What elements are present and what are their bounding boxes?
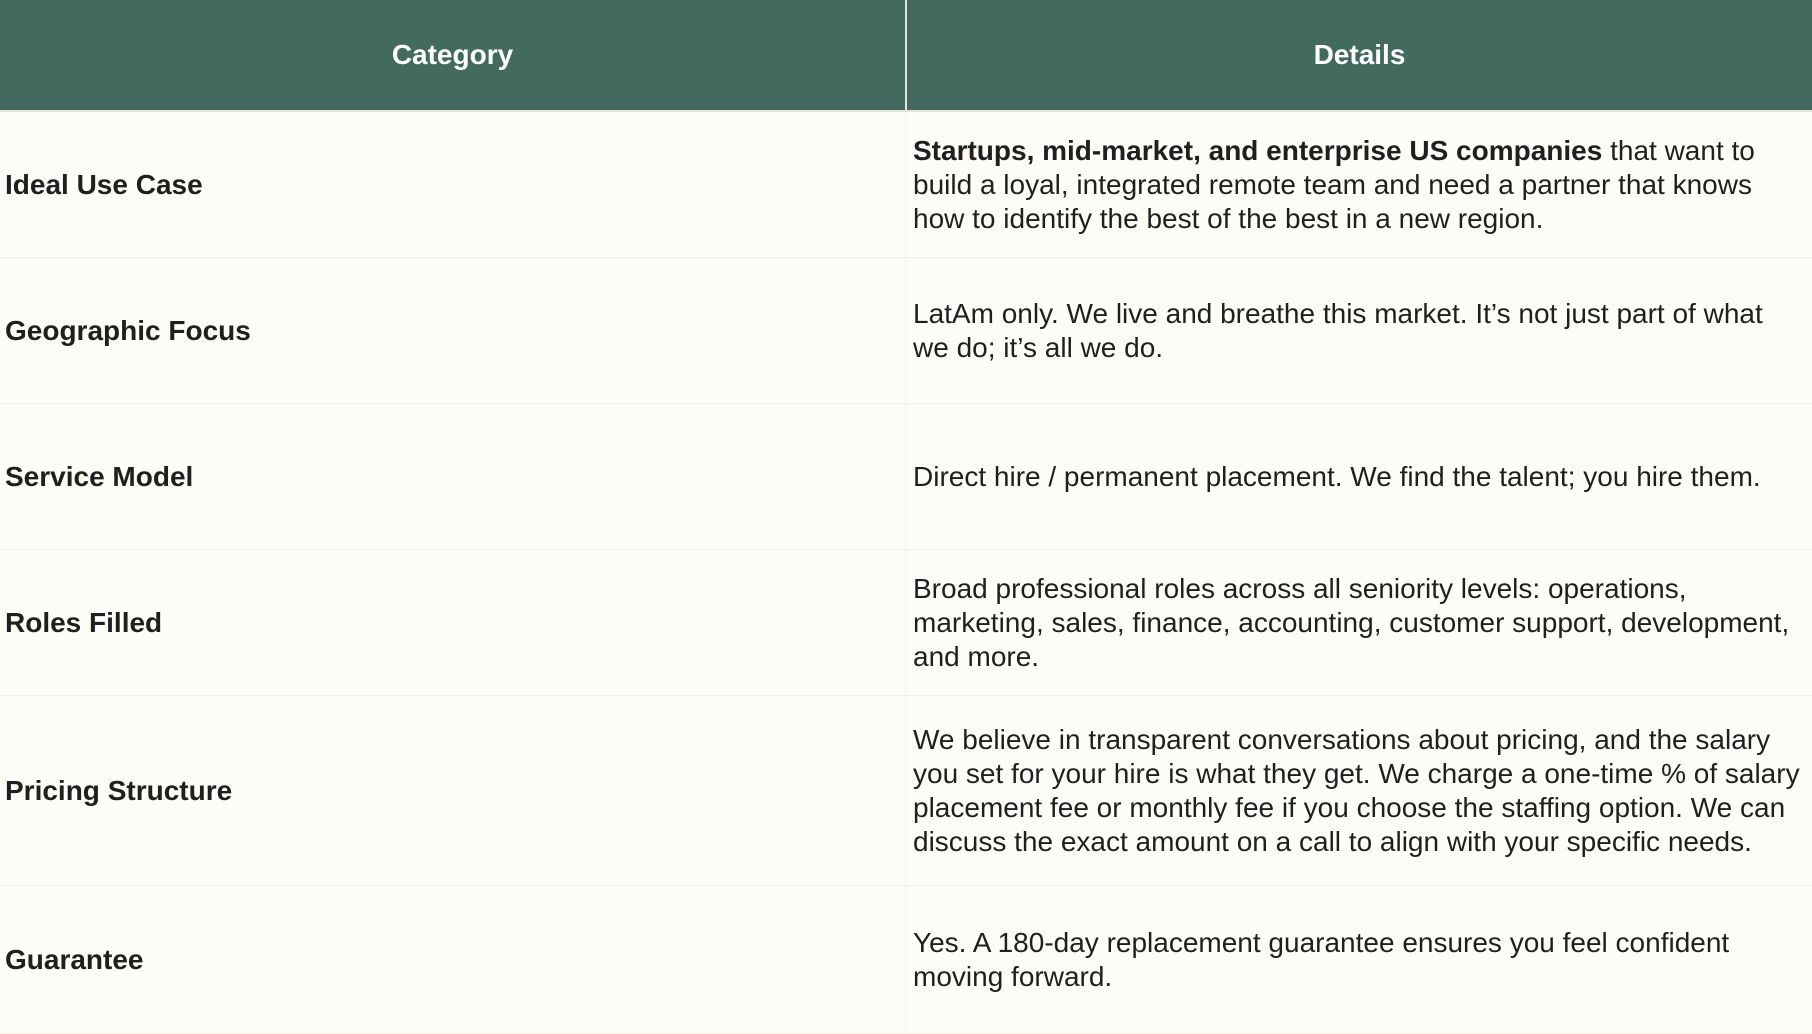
row-details-text: Yes. A 180-day replacement guarantee ensures you feel confident moving forward.: [913, 926, 1730, 992]
row-details: [907, 258, 1812, 403]
row-category: Guarantee: [0, 886, 907, 1033]
row-details-text: Broad professional roles across all seniority levels: operations, marketing, sales, finance, accounting, customer support, development, and more.: [913, 572, 1790, 672]
category-column-header: Category: [0, 0, 907, 110]
row-category: Geographic Focus: [0, 258, 907, 403]
row-details-text: that want to build a loyal, integrated remote team and need a partner that knows how to identify the best of the best in a new region.: [913, 134, 1755, 234]
row-details: [907, 696, 1812, 885]
row-details: [907, 112, 1812, 257]
row-category: Roles Filled: [0, 550, 907, 695]
table-row: [0, 696, 1812, 886]
table-header-row: [0, 0, 1812, 112]
table-row: [0, 550, 1812, 696]
row-category: Ideal Use Case: [0, 112, 907, 257]
row-category: Pricing Structure: [0, 696, 907, 885]
row-details-emphasis: Startups, mid-market, and enterprise US companies: [913, 134, 1603, 166]
row-details: [907, 886, 1812, 1033]
row-details-text: LatAm only. We live and breathe this market. It’s not just part of what we do; it’s all we do.: [913, 297, 1763, 363]
row-details-text: Direct hire / permanent placement. We find the talent; you hire them.: [913, 460, 1761, 492]
row-details-text: We believe in transparent conversations about pricing, and the salary you set for your hire is what they get. We charge a one-time % of salary placement fee or monthly fee if you choose the staffing option. We can discuss the exact amount on a call to align with your specific needs.: [913, 723, 1800, 857]
table-row: [0, 112, 1812, 258]
row-category: Service Model: [0, 404, 907, 549]
table-row: [0, 404, 1812, 550]
row-details: [907, 550, 1812, 695]
table-row: [0, 886, 1812, 1034]
row-details: [907, 404, 1812, 549]
table-row: [0, 258, 1812, 404]
details-column-header: Details: [1313, 39, 1406, 70]
